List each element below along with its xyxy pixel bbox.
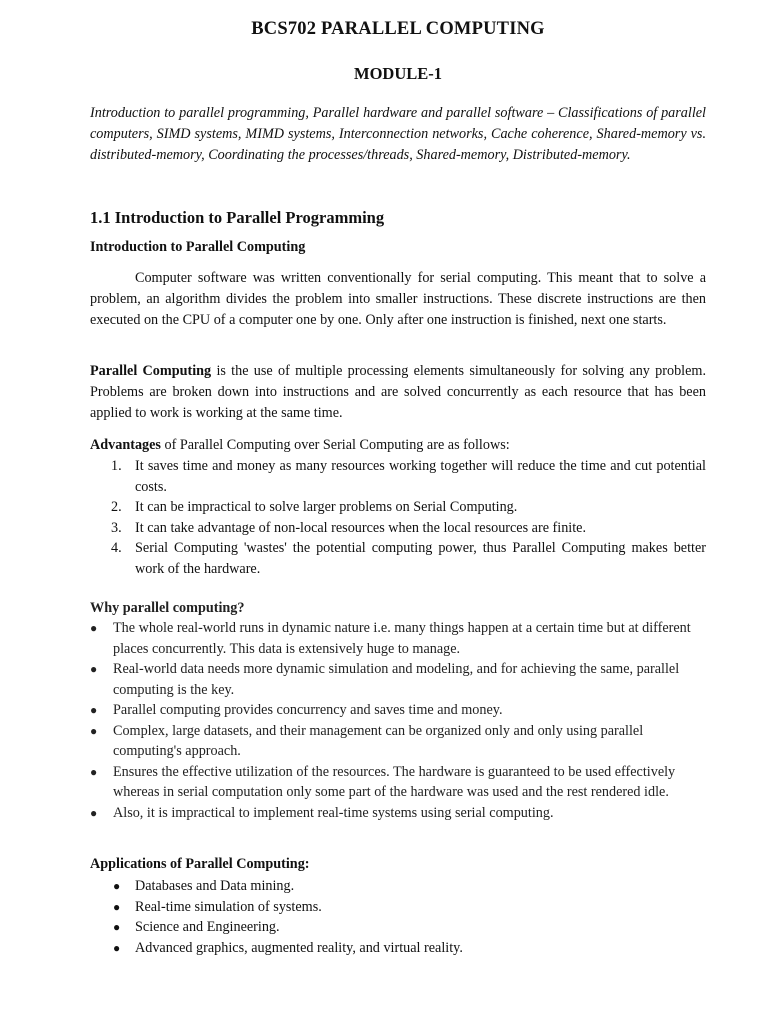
- list-item-text: Advanced graphics, augmented reality, and virtual reality.: [135, 939, 463, 956]
- list-item: [90, 497, 706, 518]
- list-item-text: Databases and Data mining.: [135, 878, 295, 894]
- subsection-heading: Introduction to Parallel Computing: [90, 239, 306, 255]
- bullet-icon: ●: [113, 899, 121, 914]
- list-number: 1.: [111, 458, 122, 474]
- why-parallel-list: [90, 618, 706, 823]
- bullet-icon: ●: [113, 920, 121, 934]
- advantages-text: of Parallel Computing over Serial Computing are as follows:: [160, 437, 510, 453]
- why-parallel-heading: Why parallel computing?: [90, 600, 245, 616]
- parallel-computing-term: Parallel Computing: [90, 363, 212, 379]
- list-item-text: Serial Computing 'wastes' the potential computing power, thus Parallel Computing makes better work of the hardware.: [135, 540, 706, 577]
- list-item: [90, 618, 706, 659]
- bullet-icon: ●: [90, 805, 98, 820]
- bullet-icon: ●: [90, 703, 98, 717]
- list-item: [90, 803, 706, 824]
- list-item: [90, 518, 706, 539]
- list-number: 2.: [111, 499, 122, 515]
- bullet-icon: ●: [90, 662, 98, 676]
- list-item: [90, 456, 706, 497]
- module-title: MODULE-1: [354, 64, 442, 83]
- advantages-term: Advantages: [90, 437, 161, 453]
- list-item: [90, 917, 706, 938]
- list-item-text: Ensures the effective utilization of the resources. The hardware is guaranteed to be used effectively whereas in serial computation only some part of the hardware was used and the rest rendered idle.: [113, 763, 676, 800]
- bullet-icon: ●: [90, 621, 98, 635]
- bullet-icon: ●: [90, 764, 98, 779]
- module-syllabus: Introduction to parallel programming, Parallel hardware and parallel software – Classifications of parallel computers, SIMD systems, MIMD systems, Interconnection networks, Cache coherence, Shared-memory vs. distributed-memory, Coordinating the processes/threads, Shared-memory, Distributed-memory.: [90, 105, 706, 163]
- advantages-intro: [90, 435, 706, 456]
- list-item: [90, 938, 706, 959]
- list-item: [90, 659, 706, 700]
- section-heading: 1.1 Introduction to Parallel Programming: [90, 208, 385, 227]
- list-item: [90, 762, 706, 803]
- list-item: [90, 721, 706, 762]
- list-item: [90, 876, 706, 897]
- list-item-text: It saves time and money as many resources working together will reduce the time and cut potential costs.: [135, 458, 706, 495]
- list-item-text: The whole real-world runs in dynamic nature i.e. many things happen at a certain time but at different places concurrently. This data is extensively huge to manage.: [113, 620, 691, 657]
- bullet-icon: ●: [113, 879, 121, 893]
- list-item: [90, 897, 706, 918]
- list-item-text: Science and Engineering.: [135, 919, 280, 935]
- list-item: [90, 700, 706, 721]
- bullet-icon: ●: [90, 723, 98, 738]
- applications-heading: Applications of Parallel Computing:: [90, 856, 310, 872]
- list-item-text: Real-world data needs more dynamic simulation and modeling, and for achieving the same, parallel computing is the key.: [113, 661, 680, 698]
- list-number: 3.: [111, 519, 122, 536]
- document-title: BCS702 PARALLEL COMPUTING: [251, 19, 545, 39]
- list-item-text: Real-time simulation of systems.: [135, 898, 322, 915]
- list-item-text: It can be impractical to solve larger problems on Serial Computing.: [135, 499, 518, 515]
- list-item: [90, 538, 706, 579]
- applications-list: [90, 876, 706, 958]
- parallel-computing-text: is the use of multiple processing elements simultaneously for solving any problem. Problems are broken down into instructions and are solved concurrently as each resource that has been applied to work is working at the same time.: [90, 363, 706, 421]
- intro-paragraph: Computer software was written conventionally for serial computing. This meant that to solve a problem, an algorithm divides the problem into smaller instructions. These discrete instructions are then executed on the CPU of a computer one by one. Only after one instruction is finished, next one starts.: [90, 270, 706, 328]
- list-item-text: Also, it is impractical to implement real-time systems using serial computing.: [113, 804, 554, 821]
- bullet-icon: ●: [113, 940, 121, 955]
- list-item-text: It can take advantage of non-local resources when the local resources are finite.: [135, 519, 587, 536]
- list-item-text: Complex, large datasets, and their management can be organized only and only using parallel computing's approach.: [113, 722, 644, 759]
- parallel-computing-definition: [90, 361, 706, 423]
- list-item-text: Parallel computing provides concurrency and saves time and money.: [113, 702, 503, 718]
- list-number: 4.: [111, 540, 122, 556]
- advantages-list: [90, 456, 706, 579]
